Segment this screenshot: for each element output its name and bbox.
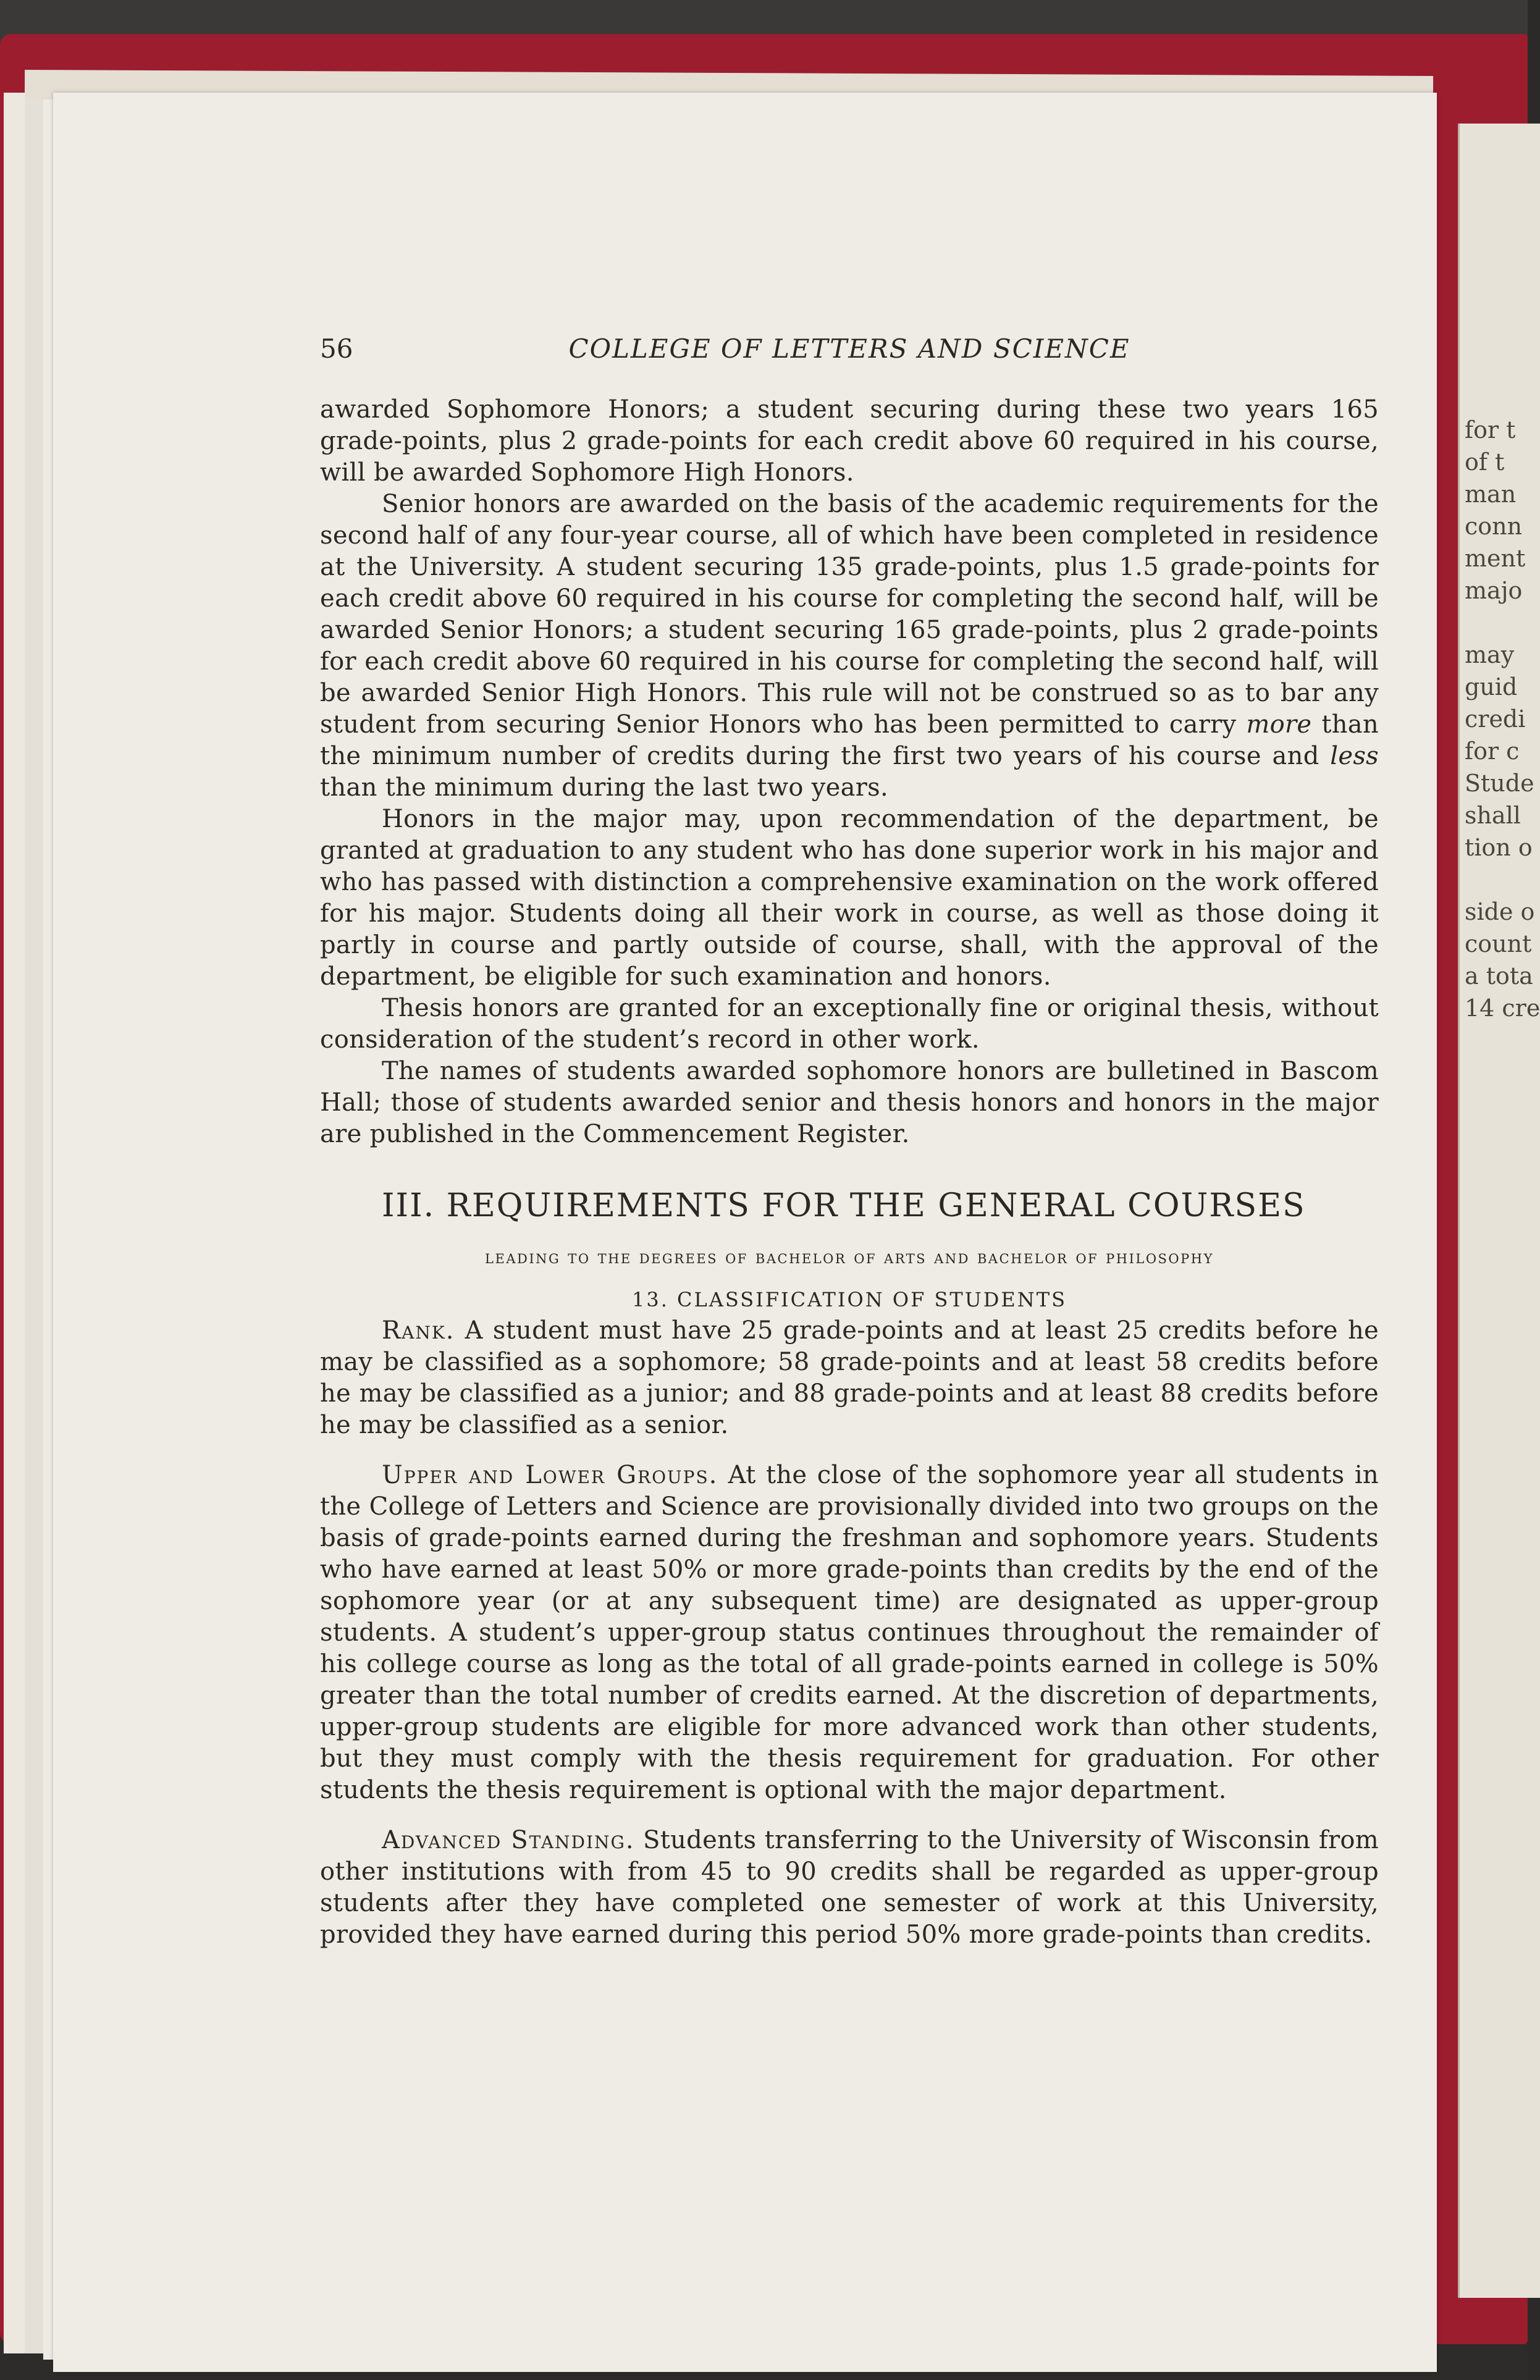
- facing-page-line: side o: [1465, 898, 1535, 925]
- facing-page-line: man: [1465, 481, 1517, 508]
- paragraph-text: A student must have 25 grade-points and at least 25 credits before he may be classified as a sophomore; 58 grade-points and at least 58 credits before he may be classified as a junior; and 88 grade-points and at least 88 credits before he may be classified as a senior.: [320, 1316, 1379, 1439]
- facing-page-line: count: [1465, 930, 1532, 957]
- paragraph-groups: [320, 1460, 1379, 1806]
- facing-page-line: guid: [1465, 673, 1518, 700]
- facing-page-text: [1465, 414, 1539, 1024]
- facing-page-fragment: [1458, 124, 1540, 2298]
- facing-page-line: [1465, 864, 1539, 896]
- facing-page-line: tion o: [1465, 834, 1533, 861]
- facing-page-line: shall: [1465, 802, 1521, 829]
- paragraph: Thesis honors are granted for an exceptionally fine or original thesis, without consideration of the student’s record in other work.: [320, 994, 1379, 1054]
- page-number: 56: [320, 334, 353, 364]
- facing-page-line: ment: [1465, 545, 1526, 572]
- run-in-heading: Advanced Standing.: [382, 1826, 635, 1854]
- emphasis: less: [1330, 742, 1379, 770]
- running-head: [320, 334, 1379, 377]
- paragraph-text: Students transferring to the University of Wisconsin from other institutions with from 45 to 90 credits shall be regarded as upper-group students after they have completed one semester of work at this University, provided they have earned during this period 50% more grade-points than credits.: [320, 1826, 1379, 1949]
- section-title: III. REQUIREMENTS FOR THE GENERAL COURSES: [382, 1187, 1306, 1224]
- running-title: COLLEGE OF LETTERS AND SCIENCE: [568, 334, 1130, 364]
- paragraph-text: than the minimum number of credits during the first two years of his course and: [320, 710, 1379, 770]
- facing-page-line: conn: [1465, 513, 1523, 540]
- facing-page-line: a tota: [1465, 962, 1533, 990]
- paragraph-text: Senior honors are awarded on the basis of the academic requirements for the second half of any four-year course, all of which have been completed in residence at the University. A student securing 135 grade-points, plus 1.5 grade-points for each credit above 60 required in his course for completing the second half, will be awarded Senior Honors; a student securing 165 grade-points, plus 2 grade-points for each credit above 60 required in his course for completing the second half, will be awarded Senior High Honors. This rule will not be construed so as to bar any student from securing Senior Honors who has been permitted to carry: [320, 490, 1379, 739]
- paragraph: [320, 489, 1379, 804]
- facing-page-line: majo: [1465, 577, 1523, 604]
- paragraph-text: than the minimum during the last two years.: [320, 773, 889, 802]
- paragraph: awarded Sophomore Honors; a student securing during these two years 165 grade-points, plus 2 grade-points for each credit above 60 required in his course, will be awarded Sophomore High Honors.: [320, 395, 1379, 487]
- facing-page-line: for t: [1465, 416, 1516, 444]
- facing-page-line: may: [1465, 641, 1515, 668]
- facing-page-line: credi: [1465, 705, 1526, 733]
- facing-page-line: of t: [1465, 448, 1505, 476]
- subsection-heading: 13. CLASSIFICATION OF STUDENTS: [631, 1288, 1067, 1311]
- facing-page-line: 14 cre: [1465, 994, 1540, 1022]
- paragraph-text: At the close of the sophomore year all students in the College of Letters and Science are provisionally divided into two groups on the basis of grade-points earned during the freshman and sophomore years. Students who have earned at least 50% or more grade-points than credits by the end of the sophomore year (or at any subsequent time) are designated as upper-group students. A student’s upper-group status continues throughout the remainder of his college course as long as the total of all grade-points earned in college is 50% greater than the total number of credits earned. At the discretion of departments, upper-group students are eligible for more advanced work than other students, but they must comply with the thesis requirement for graduation. For other students the thesis requirement is optional with the major department.: [320, 1461, 1379, 1804]
- facing-page-line: for c: [1465, 738, 1520, 765]
- paragraph: The names of students awarded sophomore honors are bulletined in Bascom Hall; those of students awarded senior and thesis honors and honors in the major are published in the Commencement Register.: [320, 1057, 1379, 1148]
- paragraph-rank: [320, 1315, 1379, 1441]
- facing-page-line: Stude: [1465, 770, 1534, 797]
- section-subtitle: leading to the degrees of bachelor of arts and bachelor of philosophy: [485, 1247, 1214, 1268]
- page-text: [320, 334, 1379, 1951]
- run-in-heading: Upper and Lower Groups.: [382, 1461, 718, 1489]
- run-in-heading: Rank.: [382, 1316, 455, 1345]
- paragraph-advanced-standing: [320, 1825, 1379, 1951]
- emphasis: more: [1246, 710, 1312, 739]
- facing-page-line: [1465, 607, 1539, 639]
- paragraph: Honors in the major may, upon recommendation of the department, be granted at graduation to any student who has done superior work in his major and who has passed with distinction a comprehensive examination on the work offered for his major. Students doing all their work in course, as well as those doing it partly in course and partly outside of course, shall, with the approval of the department, be eligible for such examination and honors.: [320, 805, 1379, 991]
